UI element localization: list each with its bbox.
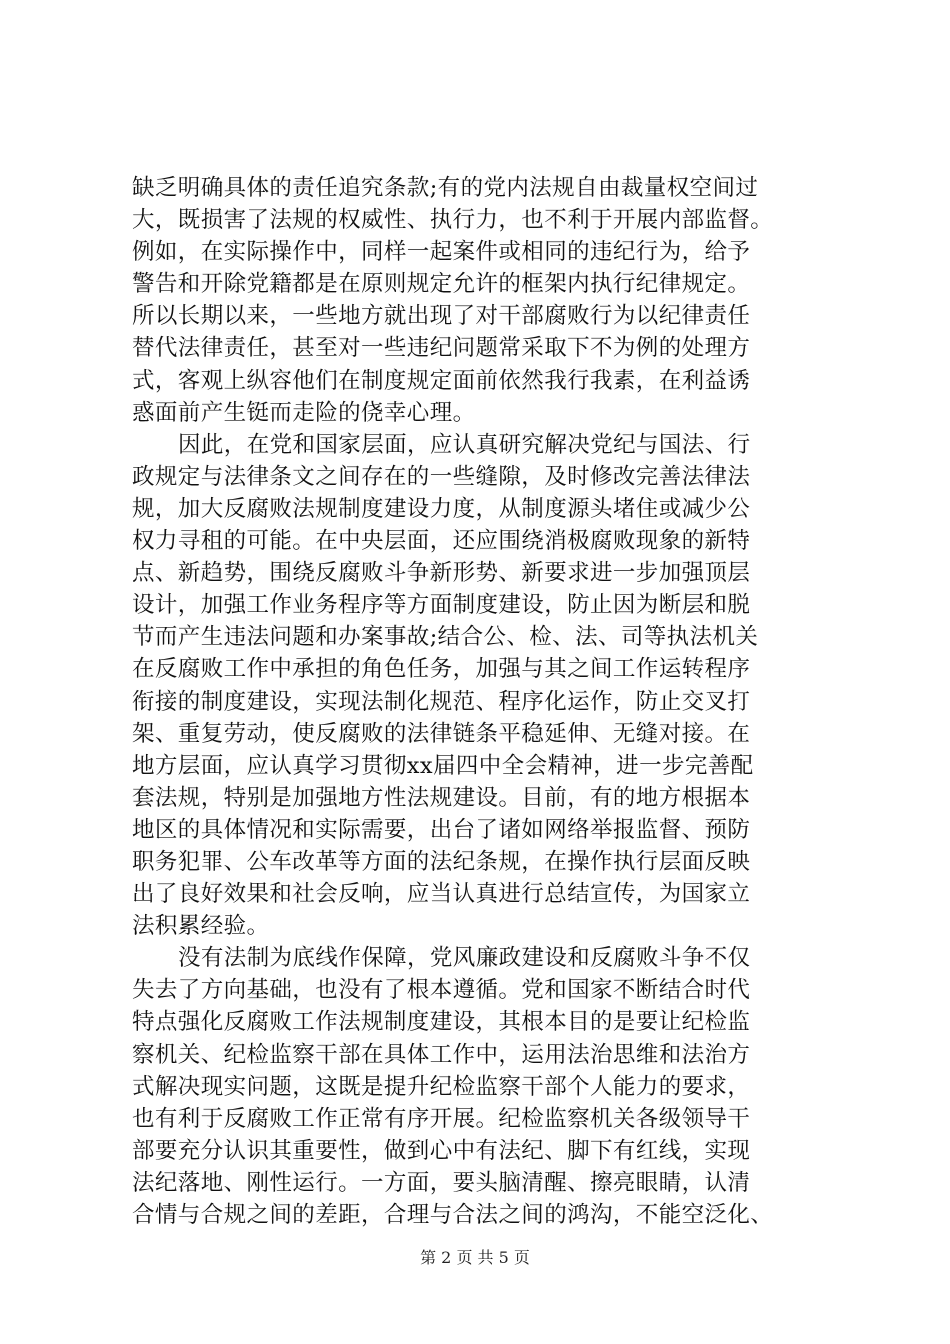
text-line: 在反腐败工作中承担的角色任务，加强与其之间工作运转程序 (132, 656, 751, 683)
text-line: 替代法律责任，甚至对一些违纪问题常采取下不为例的处理方 (132, 335, 751, 362)
text-line: 设计，加强工作业务程序等方面制度建设，防止因为断层和脱 (132, 592, 751, 619)
text-line: 职务犯罪、公车改革等方面的法纪条规，在操作执行层面反映 (132, 848, 751, 875)
text-line: 察机关、纪检监察干部在具体工作中，运用法治思维和法治方 (132, 1041, 751, 1068)
text-line: 失去了方向基础，也没有了根本遵循。党和国家不断结合时代 (132, 977, 751, 1004)
text-line: 地区的具体情况和实际需要，出台了诸如网络举报监督、预防 (132, 816, 751, 843)
text-line: 所以长期以来，一些地方就出现了对干部腐败行为以纪律责任 (132, 303, 751, 330)
text-line: 地方层面，应认真学习贯彻xx届四中全会精神，进一步完善配 (132, 752, 754, 779)
page-footer: 第 2 页 共 5 页 (420, 1248, 530, 1267)
text-line: 大，既损害了法规的权威性、执行力，也不利于开展内部监督。 (132, 207, 774, 234)
text-line: 出了良好效果和社会反响，应当认真进行总结宣传，为国家立 (132, 881, 751, 908)
text-line: 惑面前产生铤而走险的侥幸心理。 (132, 399, 476, 426)
text-line: 因此，在党和国家层面，应认真研究解决党纪与国法、行 (178, 431, 751, 458)
text-line: 式，客观上纵容他们在制度规定面前依然我行我素，在利益诱 (132, 367, 751, 394)
text-line: 套法规，特别是加强地方性法规建设。目前，有的地方根据本 (132, 784, 751, 811)
text-line: 合情与合规之间的差距，合理与合法之间的鸿沟，不能空泛化、 (132, 1202, 774, 1228)
text-line: 节而产生违法问题和办案事故;结合公、检、法、司等执法机关 (132, 624, 759, 651)
text-line: 也有利于反腐败工作正常有序开展。纪检监察机关各级领导干 (132, 1105, 751, 1132)
text-line: 权力寻租的可能。在中央层面，还应围绕消极腐败现象的新特 (132, 528, 751, 555)
text-line: 没有法制为底线作保障，党风廉政建设和反腐败斗争不仅 (178, 945, 751, 972)
text-line: 衔接的制度建设，实现法制化规范、程序化运作，防止交叉打 (132, 688, 751, 715)
body-text (132, 172, 822, 1231)
text-line: 点、新趋势，围绕反腐败斗争新形势、新要求进一步加强顶层 (132, 560, 751, 587)
text-line: 架、重复劳动，使反腐败的法律链条平稳延伸、无缝对接。在 (132, 720, 751, 747)
text-line: 警告和开除党籍都是在原则规定允许的框架内执行纪律规定。 (132, 271, 751, 298)
text-line: 法积累经验。 (132, 913, 270, 940)
text-line: 规，加大反腐败法规制度建设力度，从制度源头堵住或减少公 (132, 495, 751, 522)
text-line: 法纪落地、刚性运行。一方面，要头脑清醒、擦亮眼睛，认清 (132, 1169, 751, 1196)
text-line: 特点强化反腐败工作法规制度建设，其根本目的是要让纪检监 (132, 1009, 751, 1036)
text-line: 缺乏明确具体的责任追究条款;有的党内法规自由裁量权空间过 (132, 175, 759, 201)
text-line: 部要充分认识其重要性，做到心中有法纪、脚下有红线，实现 (132, 1137, 751, 1164)
text-line: 式解决现实问题，这既是提升纪检监察干部个人能力的要求， (132, 1073, 751, 1100)
text-line: 政规定与法律条文之间存在的一些缝隙，及时修改完善法律法 (132, 463, 751, 490)
text-line: 例如，在实际操作中，同样一起案件或相同的违纪行为，给予 (132, 239, 751, 266)
